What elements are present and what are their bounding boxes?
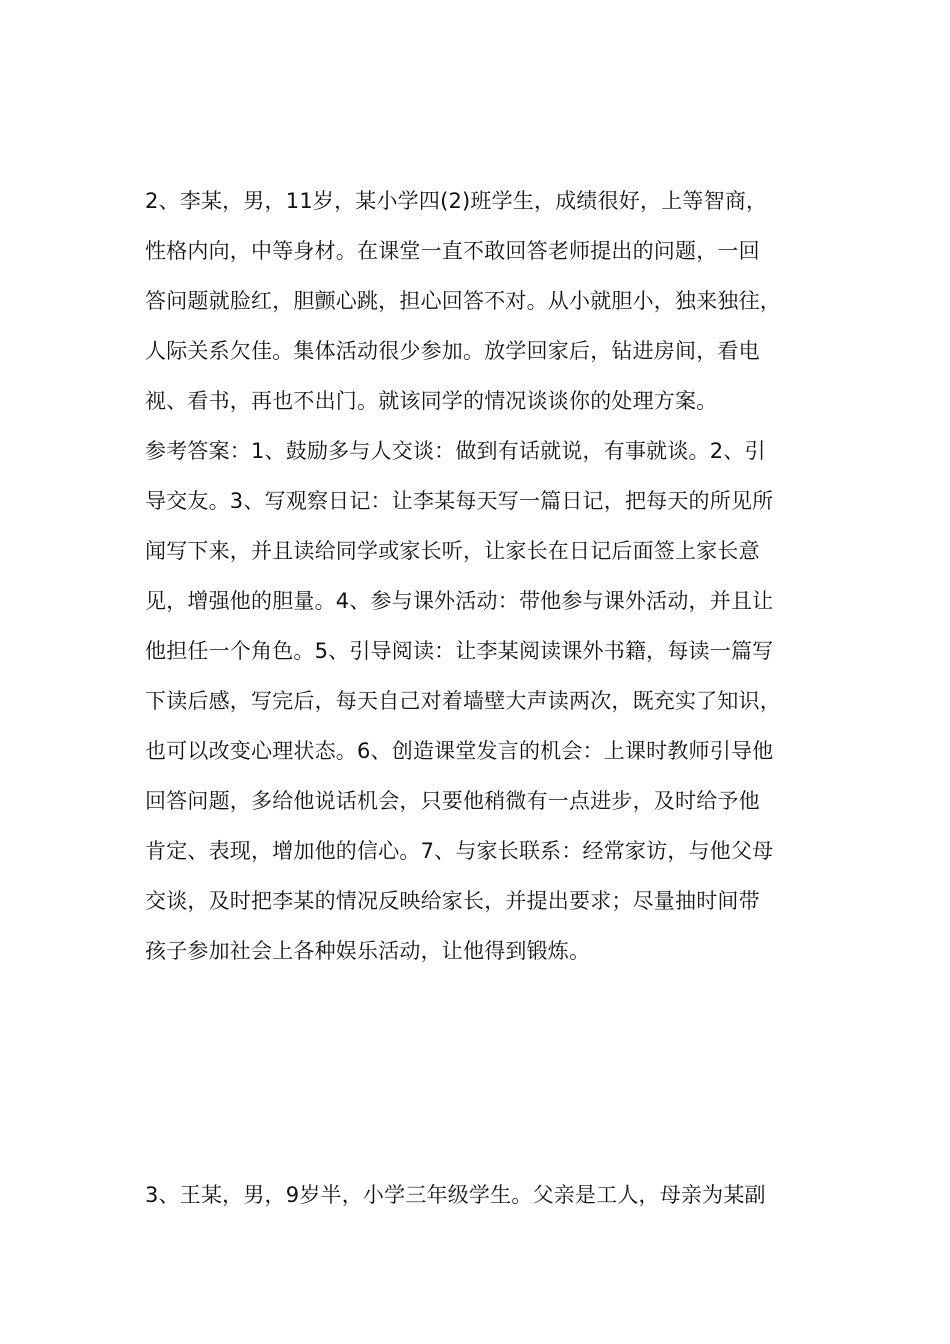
reference-answer-line: 肯定、表现，增加他的信心。7、与家长联系：经常家访，与他父母	[145, 839, 774, 863]
reference-answer-line: 闻写下来，并且读给同学或家长听，让家长在日记后面签上家长意	[145, 539, 760, 563]
case-2-line: 视、看书，再也不出门。就该同学的情况谈谈你的处理方案。	[145, 389, 718, 413]
case-2-line: 人际关系欠佳。集体活动很少参加。放学回家后，钻进房间，看电	[145, 339, 760, 363]
reference-answer-line: 也可以改变心理状态。6、创造课堂发言的机会：上课时教师引导他	[145, 739, 774, 763]
case-2-line: 2、李某，男，11岁，某小学四(2)班学生，成绩很好，上等智商，	[145, 189, 768, 213]
case-2-paragraph	[145, 176, 835, 976]
reference-answer-line: 参考答案：1、鼓励多与人交谈：做到有话就说，有事就谈。2、引	[145, 439, 766, 463]
reference-answer-line: 导交友。3、写观察日记：让李某每天写一篇日记，把每天的所见所	[145, 489, 774, 513]
reference-answer-line: 回答问题，多给他说话机会，只要他稍微有一点进步，及时给予他	[145, 789, 760, 813]
case-3-line: 3、王某，男，9岁半，小学三年级学生。父亲是工人，母亲为某副	[145, 1183, 766, 1207]
case-2-line: 性格内向，中等身材。在课堂一直不敢回答老师提出的问题，一回	[145, 239, 760, 263]
reference-answer-line: 他担任一个角色。5、引导阅读：让李某阅读课外书籍，每读一篇写	[145, 639, 774, 663]
case-2-line: 答问题就脸红，胆颤心跳，担心回答不对。从小就胆小，独来独往，	[145, 289, 781, 313]
reference-answer-line: 交谈，及时把李某的情况反映给家长，并提出要求；尽量抽时间带	[145, 889, 760, 913]
reference-answer-line: 见，增强他的胆量。4、参与课外活动：带他参与课外活动，并且让	[145, 589, 774, 613]
reference-answer-line: 孩子参加社会上各种娱乐活动，让他得到锻炼。	[145, 939, 591, 963]
reference-answer-line: 下读后感，写完后，每天自己对着墙壁大声读两次，既充实了知识，	[145, 689, 781, 713]
case-3-paragraph	[145, 1170, 835, 1220]
